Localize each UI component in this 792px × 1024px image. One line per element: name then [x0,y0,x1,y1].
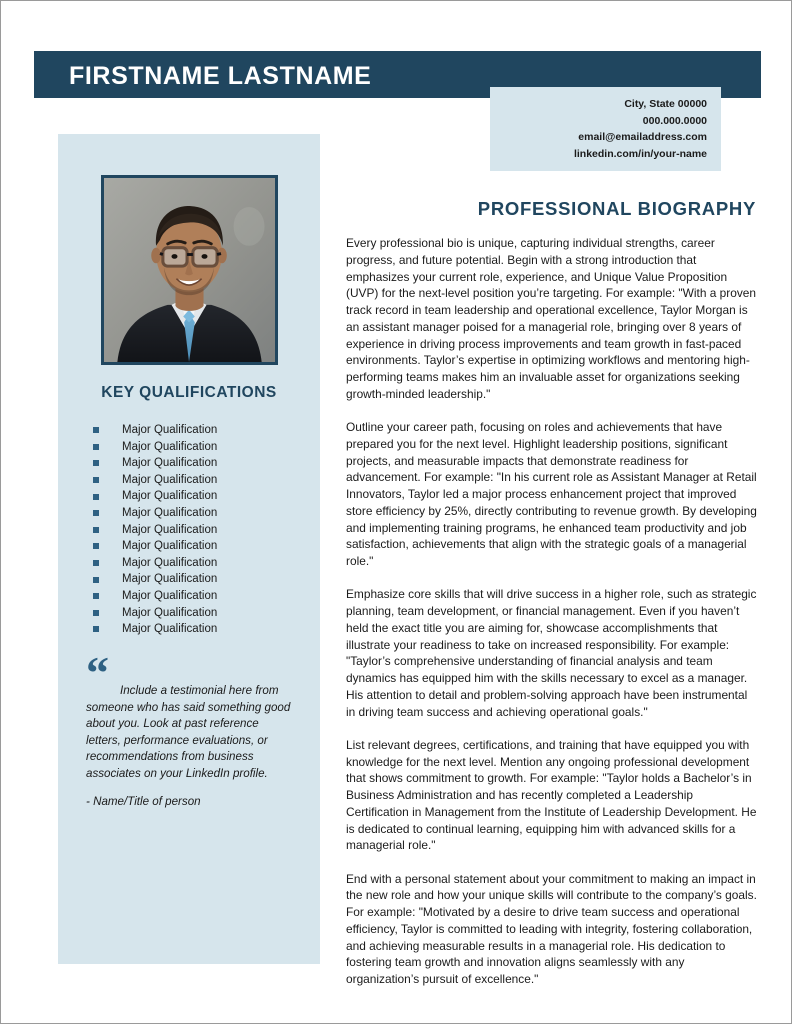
square-bullet-icon [93,610,99,616]
profile-photo [101,175,278,365]
list-item [93,455,313,472]
contact-linkedin: linkedin.com/in/your-name [573,147,707,160]
qualification-label: Major Qualification [122,540,218,553]
list-item [93,621,313,638]
square-bullet-icon [93,444,99,450]
qualification-label: Major Qualification [122,589,218,602]
biography-paragraph: Every professional bio is unique, capturing individual strengths, career progress, and future potential. Begin with a strong introduction that emphasizes your current role, experience, and Unique Value Proposition (UVP) for the next-level position you’re targeting. For example: "With a proven track record in team leadership and operational excellence, Taylor Morgan is an assistant manager poised for a managerial role, bringing over 8 years of experience in driving process improvements and team growth in fast-paced environments. Taylor’s expertise in optimizing workflows and mentoring high-performing teams makes him an invaluable asset for organizations seeking growth-minded leadership." [346,236,757,401]
page-title: FIRSTNAME LASTNAME [69,62,372,90]
square-bullet-icon [93,527,99,533]
square-bullet-icon [93,560,99,566]
square-bullet-icon [93,577,99,583]
key-qualifications-list [93,422,313,638]
square-bullet-icon [93,477,99,483]
qualification-label: Major Qualification [122,506,218,519]
qualification-label: Major Qualification [122,556,218,569]
qualification-label: Major Qualification [122,623,218,636]
square-bullet-icon [93,543,99,549]
list-item [93,472,313,489]
qualification-label: Major Qualification [122,606,218,619]
key-qualifications-title: KEY QUALIFICATIONS [101,384,277,401]
list-item [93,522,313,539]
headshot-illustration [104,178,275,362]
square-bullet-icon [93,460,99,466]
biography-paragraph: End with a personal statement about your commitment to making an impact in the new role and how your unique skills will contribute to the company’s goals. For example: "Motivated by a desire to drive team success and operational efficiency, Taylor is committed to leading with integrity, fostering collaboration, and achieving measurable results in a managerial role. His dedication to fostering team growth and innovation aligns seamlessly with any organization’s pursuit of excellence." [346,871,757,986]
contact-block [490,87,721,171]
quote-mark-icon: “ [86,647,107,698]
list-item [93,439,313,456]
list-item [93,605,313,622]
list-item [93,588,313,605]
section-title-professional-biography: PROFESSIONAL BIOGRAPHY [477,198,756,219]
testimonial-text: Include a testimonial here from someone who has said something good about you. Look at past reference letters, performance evaluations, or recommendations from business associates on your LinkedIn profile. [86,684,291,780]
qualification-label: Major Qualification [122,490,218,503]
square-bullet-icon [93,494,99,500]
qualification-label: Major Qualification [122,457,218,470]
contact-phone: 000.000.0000 [642,114,707,127]
qualification-label: Major Qualification [122,440,218,453]
biography-paragraph: Emphasize core skills that will drive success in a higher role, such as strategic planning, team development, or financial management. Even if you haven’t held the exact title you are aiming for, showcase accomplishments that illustrate your readiness to take on increased responsibility. For example: "Taylor’s comprehensive understanding of financial analysis and team dynamics has equipped him with the skills necessary to excel as a manager. His attention to detail and problem-solving approach have been instrumental in driving team success and achieving operational goals." [346,587,757,719]
qualification-label: Major Qualification [122,523,218,536]
list-item [93,571,313,588]
square-bullet-icon [93,626,99,632]
testimonial-author: - Name/Title of person [86,795,201,808]
square-bullet-icon [93,427,99,433]
contact-location: City, State 00000 [624,98,707,110]
biography-paragraph: Outline your career path, focusing on roles and achievements that have prepared you for the next level. Highlight leadership positions, significant projects, and measurable impacts that demonstrate readiness for advancement. For example: "In his current role as Assistant Manager at Retail Innovators, Taylor led a major process enhancement project that improved store efficiency by 25%, directly contributing to revenue growth. By developing and implementing training programs, he enhanced team productivity and job satisfaction, achievements that align with the strategic goals of a managerial role." [346,420,757,568]
square-bullet-icon [93,510,99,516]
list-item [93,488,313,505]
square-bullet-icon [93,593,99,599]
list-item [93,555,313,572]
contact-email: email@emailaddress.com [578,131,707,143]
list-item [93,538,313,555]
list-item [93,505,313,522]
list-item [93,422,313,439]
biography-body [346,235,757,1004]
qualification-label: Major Qualification [122,473,218,486]
qualification-label: Major Qualification [122,573,218,586]
qualification-label: Major Qualification [122,424,218,436]
biography-paragraph: List relevant degrees, certifications, and training that have equipped you with knowledge for the next level. Mention any ongoing professional development that shows commitment to growth. For example: "Taylor holds a Bachelor’s in Business Administration and has recently completed a Leadership Certification in Management from the Institute of Leadership Development. He is dedicated to continual learning, equipping him with advanced skills for a managerial role." [346,737,757,853]
